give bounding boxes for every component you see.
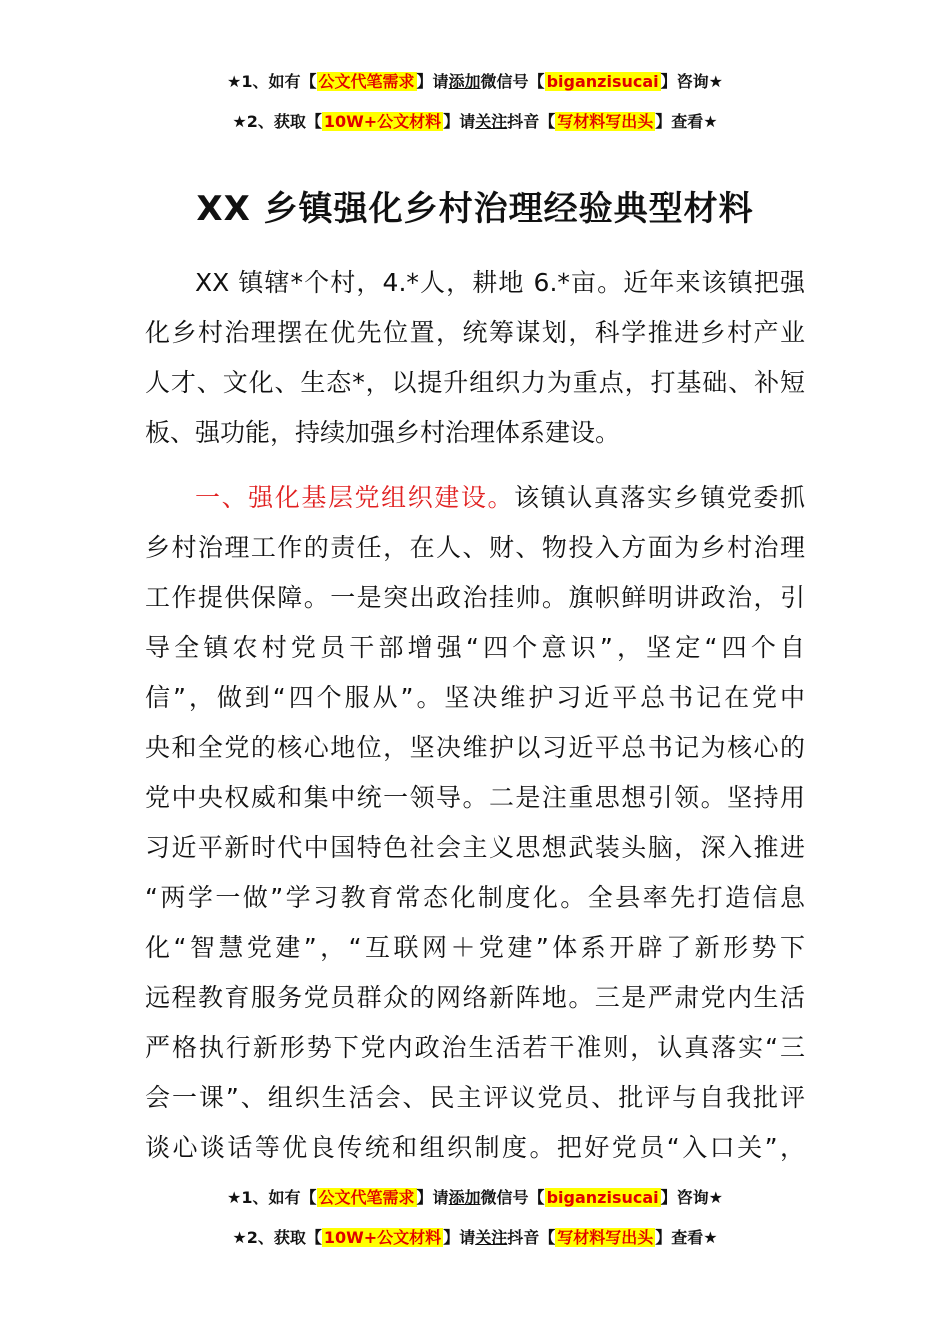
paragraph-line: XX 镇辖*个村，4.*人，耕地 6.*亩。近年来该镇把强	[195, 268, 805, 297]
paragraph-line: 化“智慧党建”，“互联网＋党建”体系开辟了新形势下	[145, 933, 805, 962]
header-promo-line-2: ★2、获取【 10W+公文材料 】请关注抖音【 写材料写出头 】查看★	[232, 112, 718, 131]
paragraph-line: 工作提供保障。一是突出政治挂帅。旗帜鲜明讲政治，引	[145, 583, 805, 612]
paragraph-2	[145, 473, 805, 1173]
paragraph-1	[145, 258, 805, 458]
promo-highlight: biganzisucai	[546, 72, 659, 91]
paragraph-line: 习近平新时代中国特色社会主义思想武装头脑，深入推进	[145, 833, 805, 862]
paragraph-line: “两学一做”学习教育常态化制度化。全县率先打造信息	[145, 883, 805, 912]
paragraph-line: 党中央权威和集中统一领导。二是注重思想引领。坚持用	[145, 783, 805, 812]
promo-highlight: 写材料写出头	[557, 1228, 654, 1247]
promo-highlight: 公文代笔需求	[318, 72, 415, 91]
paragraph-line: 谈心谈话等优良传统和组织制度。把好党员“入口关”，	[145, 1133, 805, 1162]
paragraph-line: 会一课”、组织生活会、民主评议党员、批评与自我批评	[145, 1083, 805, 1112]
footer-promo-line-2: ★2、获取【 10W+公文材料 】请关注抖音【 写材料写出头 】查看★	[232, 1228, 718, 1247]
footer-promo-line-1: ★1、如有【 公文代笔需求 】请添加微信号【 biganzisucai 】咨询★	[227, 1188, 723, 1207]
section-heading: 一、强化基层党组织建设。	[195, 483, 515, 512]
paragraph-line: 严格执行新形势下党内政治生活若干准则，认真落实“三	[145, 1033, 805, 1062]
paragraph-line: 信”，做到“四个服从”。坚决维护习近平总书记在党中	[145, 683, 805, 712]
promo-highlight: 公文代笔需求	[318, 1188, 415, 1207]
paragraph-line: 导全镇农村党员干部增强“四个意识”，坚定“四个自	[145, 633, 805, 662]
promo-highlight: 10W+公文材料	[323, 1228, 442, 1247]
paragraph-line: 乡村治理工作的责任，在人、财、物投入方面为乡村治理	[145, 533, 805, 562]
paragraph-line: 化乡村治理摆在优先位置，统筹谋划，科学推进乡村产业	[145, 318, 805, 347]
paragraph-line: 央和全党的核心地位，坚决维护以习近平总书记为核心的	[145, 733, 805, 762]
promo-highlight: 10W+公文材料	[323, 112, 442, 131]
paragraph-line: 人才、文化、生态*，以提升组织力为重点，打基础、补短	[145, 368, 805, 397]
promo-highlight: 写材料写出头	[557, 112, 654, 131]
promo-highlight: biganzisucai	[546, 1188, 659, 1207]
paragraph-line: 一、强化基层党组织建设。该镇认真落实乡镇党委抓	[195, 483, 805, 512]
paragraph-line: 远程教育服务党员群众的网络新阵地。三是严肃党内生活	[145, 983, 805, 1012]
document-title: XX 乡镇强化乡村治理经验典型材料	[196, 189, 754, 229]
header-promo-line-1: ★1、如有【 公文代笔需求 】请添加微信号【 biganzisucai 】咨询★	[227, 72, 723, 91]
paragraph-line: 板、强功能，持续加强乡村治理体系建设。	[145, 418, 621, 447]
